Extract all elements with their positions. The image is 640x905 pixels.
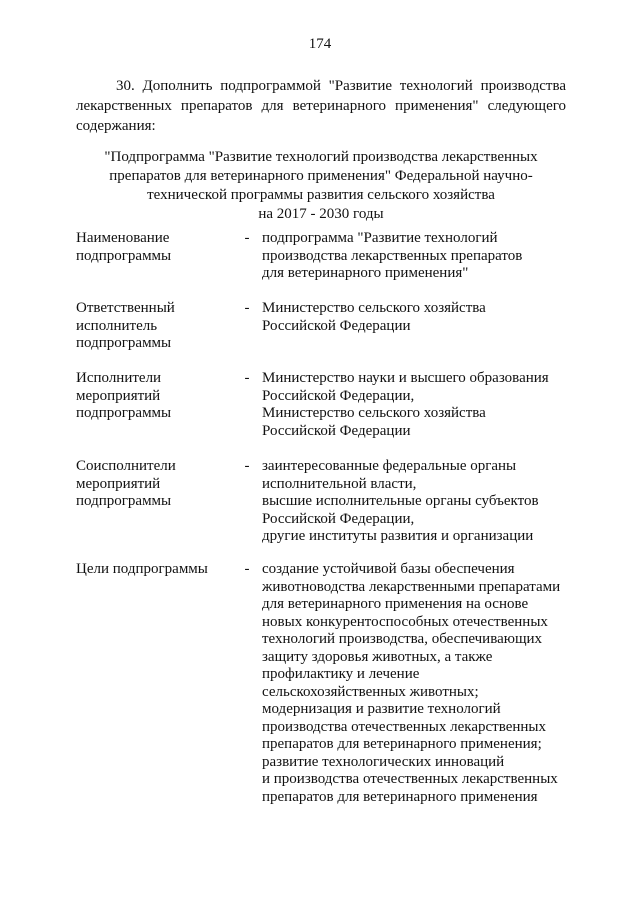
label-line: Исполнители [76,370,162,386]
heading-line: препаратов для ветеринарного применения" Федеральной научно- [109,168,533,184]
intro-line: содержания: [76,118,156,134]
value-line: Российской Федерации, [262,510,415,527]
row-value [262,458,566,546]
value-line: защиту здоровья животных, а также [262,648,493,665]
intro-paragraph [76,76,566,136]
value-line: препаратов для ветеринарного применения; [262,736,542,752]
value-line: производства отечественных лекарственных [262,718,546,735]
value-line: профилактику и лечение [262,666,420,682]
label-line: Наименование [76,230,170,246]
row-label [76,230,226,265]
row-dash: - [244,561,250,577]
value-line: новых конкурентоспособных отечественных [262,613,548,630]
value-line: подпрограмма "Развитие технологий [262,230,498,246]
passport-row-name [76,230,566,300]
value-line: сельскохозяйственных животных; [262,683,479,700]
label-line: Соисполнители [76,458,176,474]
row-dash: - [244,300,250,316]
value-line: для ветеринарного применения на основе [262,596,529,612]
label-line: подпрограммы [76,247,172,264]
heading-line: технической программы развития сельского хозяйства [147,187,495,203]
value-line: Министерство науки и высшего образования [262,370,549,386]
value-line: другие институты развития и организации [262,528,534,544]
row-value [262,230,566,283]
value-line: животноводства лекарственными препаратами [262,578,561,595]
row-value [262,370,566,440]
row-label [76,370,226,423]
page-number: 174 [308,36,332,52]
row-label [76,458,226,511]
value-line: Российской Федерации, [262,387,415,404]
value-line: исполнительной власти, [262,475,417,492]
value-line: технологий производства, обеспечивающих [262,631,543,647]
value-line: препаратов для ветеринарного применения [262,788,538,805]
passport-row-goals [76,561,566,811]
label-line: подпрограммы [76,493,172,509]
value-line: развитие технологических инноваций [262,753,505,770]
subprogram-heading [76,148,566,224]
value-line: модернизация и развитие технологий [262,701,501,717]
value-line: заинтересованные федеральные органы [262,458,517,474]
label-line: мероприятий [76,475,161,492]
label-line: Ответственный [76,300,175,316]
value-line: Российской Федерации [262,317,411,334]
label-line: Цели подпрограммы [76,561,208,577]
row-label [76,561,226,579]
value-line: Российской Федерации [262,422,411,439]
row-value [262,300,566,335]
heading-line: на 2017 - 2030 годы [258,206,384,222]
intro-line: лекарственных препаратов для ветеринарного применения" следующего [76,98,566,114]
passport-row-coexecutors [76,458,566,561]
row-value [262,561,566,806]
label-line: исполнитель [76,317,158,334]
value-line: Министерство сельского хозяйства [262,405,486,421]
value-line: производства лекарственных препаратов [262,247,523,264]
value-line: высшие исполнительные органы субъектов [262,493,539,509]
value-line: создание устойчивой базы обеспечения [262,561,515,577]
row-label [76,300,226,353]
label-line: подпрограммы [76,405,172,421]
value-line: и производства отечественных лекарственных [262,771,558,787]
value-line: Министерство сельского хозяйства [262,300,486,316]
passport-row-responsible [76,300,566,370]
passport-row-executors [76,370,566,458]
label-line: мероприятий [76,387,161,404]
row-dash: - [244,230,250,246]
row-dash: - [244,370,250,386]
passport-table [76,230,566,811]
label-line: подпрограммы [76,335,172,351]
heading-line: "Подпрограмма "Развитие технологий производства лекарственных [104,149,538,165]
row-dash: - [244,458,250,474]
intro-line: 30. Дополнить подпрограммой "Развитие технологий производства [116,78,566,94]
value-line: для ветеринарного применения" [262,265,469,281]
